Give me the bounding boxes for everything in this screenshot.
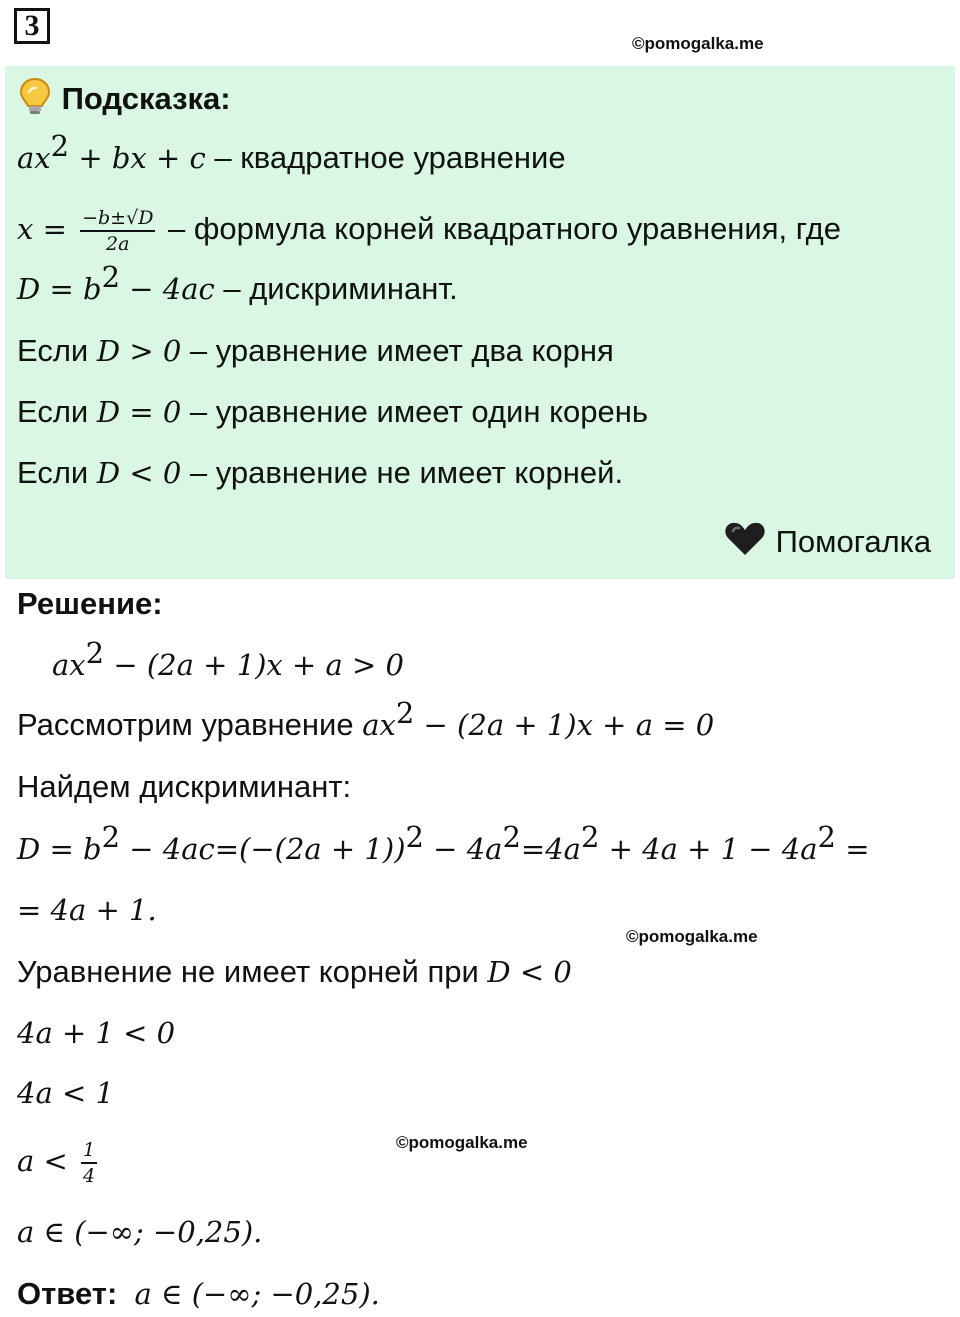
- step-4: a ∈ (−∞; −0,25).: [17, 1215, 263, 1249]
- watermark-top: ©pomogalka.me: [632, 34, 764, 53]
- lightbulb-icon: [17, 76, 53, 126]
- hint-roots-formula-line: x = $\frac{-b\pm√D}{2a}$ – формула корней квадратного уравнения, где: [17, 207, 841, 255]
- solution-title: Решение:: [17, 586, 163, 621]
- discriminant-result: = 4a + 1.: [17, 893, 157, 927]
- hint-title-text: Подсказка:: [61, 81, 231, 117]
- heart-icon: [723, 520, 767, 568]
- hint-title: [17, 76, 231, 126]
- step-3: a < $\frac{1}{4}$: [17, 1139, 96, 1187]
- hint-panel: [5, 66, 955, 579]
- consider-equation-line: Рассмотрим уравнение $ax^2 - (2a + 1)x + a = 0$: [17, 696, 715, 742]
- watermark-bottom: ©pomogalka.me: [396, 1133, 528, 1152]
- answer-line: [17, 1274, 380, 1314]
- discriminant-calculation: $D = b^2 - 4ac=(-(2a + 1))^2 - 4a^2=4a^2 + 4a + 1 - 4a^2$ =: [17, 820, 870, 866]
- hint-discriminant-line: $D = b^2 - 4ac$ – дискриминант.: [17, 260, 458, 306]
- hint-quadratic-line: $ax^2$ + bx + c – квадратное уравнение: [17, 129, 566, 175]
- quarter-fraction: $\frac{1}{4}$: [83, 1139, 96, 1187]
- brand-label: Помогалка: [723, 520, 931, 568]
- step-2: 4a < 1: [17, 1076, 114, 1110]
- roots-fraction: $\frac{-b\pm√D}{2a}$: [82, 207, 154, 255]
- hint-case-positive: Если D > 0 – уравнение имеет два корня: [17, 333, 614, 368]
- answer-value: a ∈ (−∞; −0,25).: [134, 1277, 380, 1311]
- hint-case-zero: Если D = 0 – уравнение имеет один корень: [17, 394, 649, 429]
- task-number: 3: [14, 8, 50, 44]
- watermark-middle: ©pomogalka.me: [626, 927, 758, 946]
- inequality-line: $ax^2 - (2a + 1)x + a > 0$: [52, 636, 404, 682]
- step-1: 4a + 1 < 0: [17, 1016, 176, 1050]
- no-roots-condition: Уравнение не имеет корней при D < 0: [17, 954, 572, 989]
- find-discriminant-line: Найдем дискриминант:: [17, 769, 352, 804]
- answer-label: Ответ:: [17, 1276, 118, 1311]
- hint-case-negative: Если D < 0 – уравнение не имеет корней.: [17, 455, 624, 490]
